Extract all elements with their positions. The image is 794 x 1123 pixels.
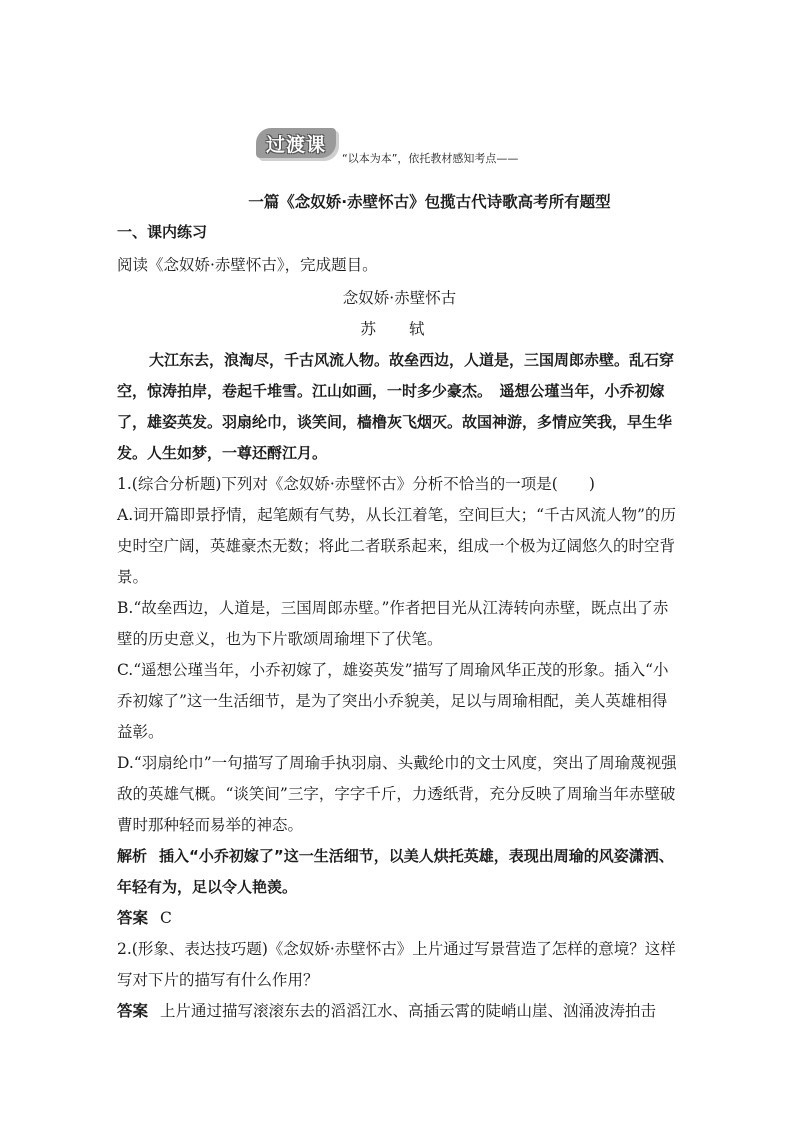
- option-b: B.“故垒西边，人道是，三国周郎赤壁。”作者把目光从江涛转向赤壁，既点出了赤壁的历史意义，也为下片歌颂周瑜埋下了伏笔。: [117, 599, 669, 648]
- instruction-text: 阅读《念奴娇·赤壁怀古》，完成题目。: [117, 256, 378, 274]
- analysis-label: 解析: [117, 847, 148, 865]
- answer-block-1: [117, 903, 682, 934]
- poem-text: 大江东去，浪淘尽，千古风流人物。故垒西边，人道是，三国周郎赤壁。乱石穿空，惊涛拍岸，卷起千堆雪。江山如画，一时多少豪杰。 遥想公瑾当年，小乔初嫁了，雄姿英发。羽扇纶巾，谈笑间，樯橹灰飞烟灭。故国神游，多情应笑我，早生华发。人生如梦，一尊还酹江月。: [117, 351, 675, 462]
- main-content: [117, 190, 682, 1027]
- poem-title: 念奴娇·赤壁怀古: [342, 289, 457, 307]
- analysis-block: [117, 841, 682, 903]
- answer-value-1: C: [160, 909, 172, 927]
- question-2-stem: 2.(形象、表达技巧题)《念奴娇·赤壁怀古》上片通过写景营造了怎样的意境？这样写对下片的描写有什么作用？: [117, 940, 676, 989]
- option-c: C.“遥想公瑾当年，小乔初嫁了，雄姿英发”描写了周瑜风华正茂的形象。插入“小乔初嫁了”这一生活细节，是为了突出小乔貌美，足以与周瑜相配，美人英雄相得益彰。: [117, 661, 669, 741]
- option-d: D.“羽扇纶巾”一句描写了周瑜手执羽扇、头戴纶巾的文士风度，突出了周瑜蔑视强敌的英雄气概。“谈笑间”三字，字字千斤，力透纸背，充分反映了周瑜当年赤壁破曹时那种轻而易举的神态。: [117, 754, 677, 834]
- option-a: A.词开篇即景抒情，起笔颇有气势，从长江着笔，空间巨大；“千古风流人物”的历史时空广阔，英雄豪杰无数；将此二者联系起来，组成一个极为辽阔悠久的时空背景。: [117, 506, 676, 586]
- lesson-header: [256, 128, 556, 168]
- answer-value-2: 上片通过描写滚滚东去的滔滔江水、高插云霄的陡峭山崖、汹涌波涛拍击: [160, 1002, 657, 1020]
- lesson-badge: [256, 128, 336, 158]
- answer-block-2: [117, 996, 682, 1027]
- poem-author: 苏 轼: [360, 320, 439, 338]
- analysis-text: 插入“小乔初嫁了”这一生活细节，以美人烘托英雄，表现出周瑜的风姿潇洒、年轻有为，足以令人艳羡。: [117, 847, 674, 896]
- answer-label-1: 答案: [117, 909, 149, 927]
- badge-text: 过渡课: [265, 134, 326, 156]
- header-subtitle: “以本为本”，依托教材感知考点——: [342, 152, 519, 165]
- section-heading: 一、课内练习: [117, 223, 208, 241]
- question-1-stem: 1.(综合分析题)下列对《念奴娇·赤壁怀古》分析不恰当的一项是( ): [117, 475, 595, 493]
- page-title: 一篇《念奴娇·赤壁怀古》包揽古代诗歌高考所有题型: [248, 193, 611, 211]
- answer-label-2: 答案: [117, 1002, 149, 1020]
